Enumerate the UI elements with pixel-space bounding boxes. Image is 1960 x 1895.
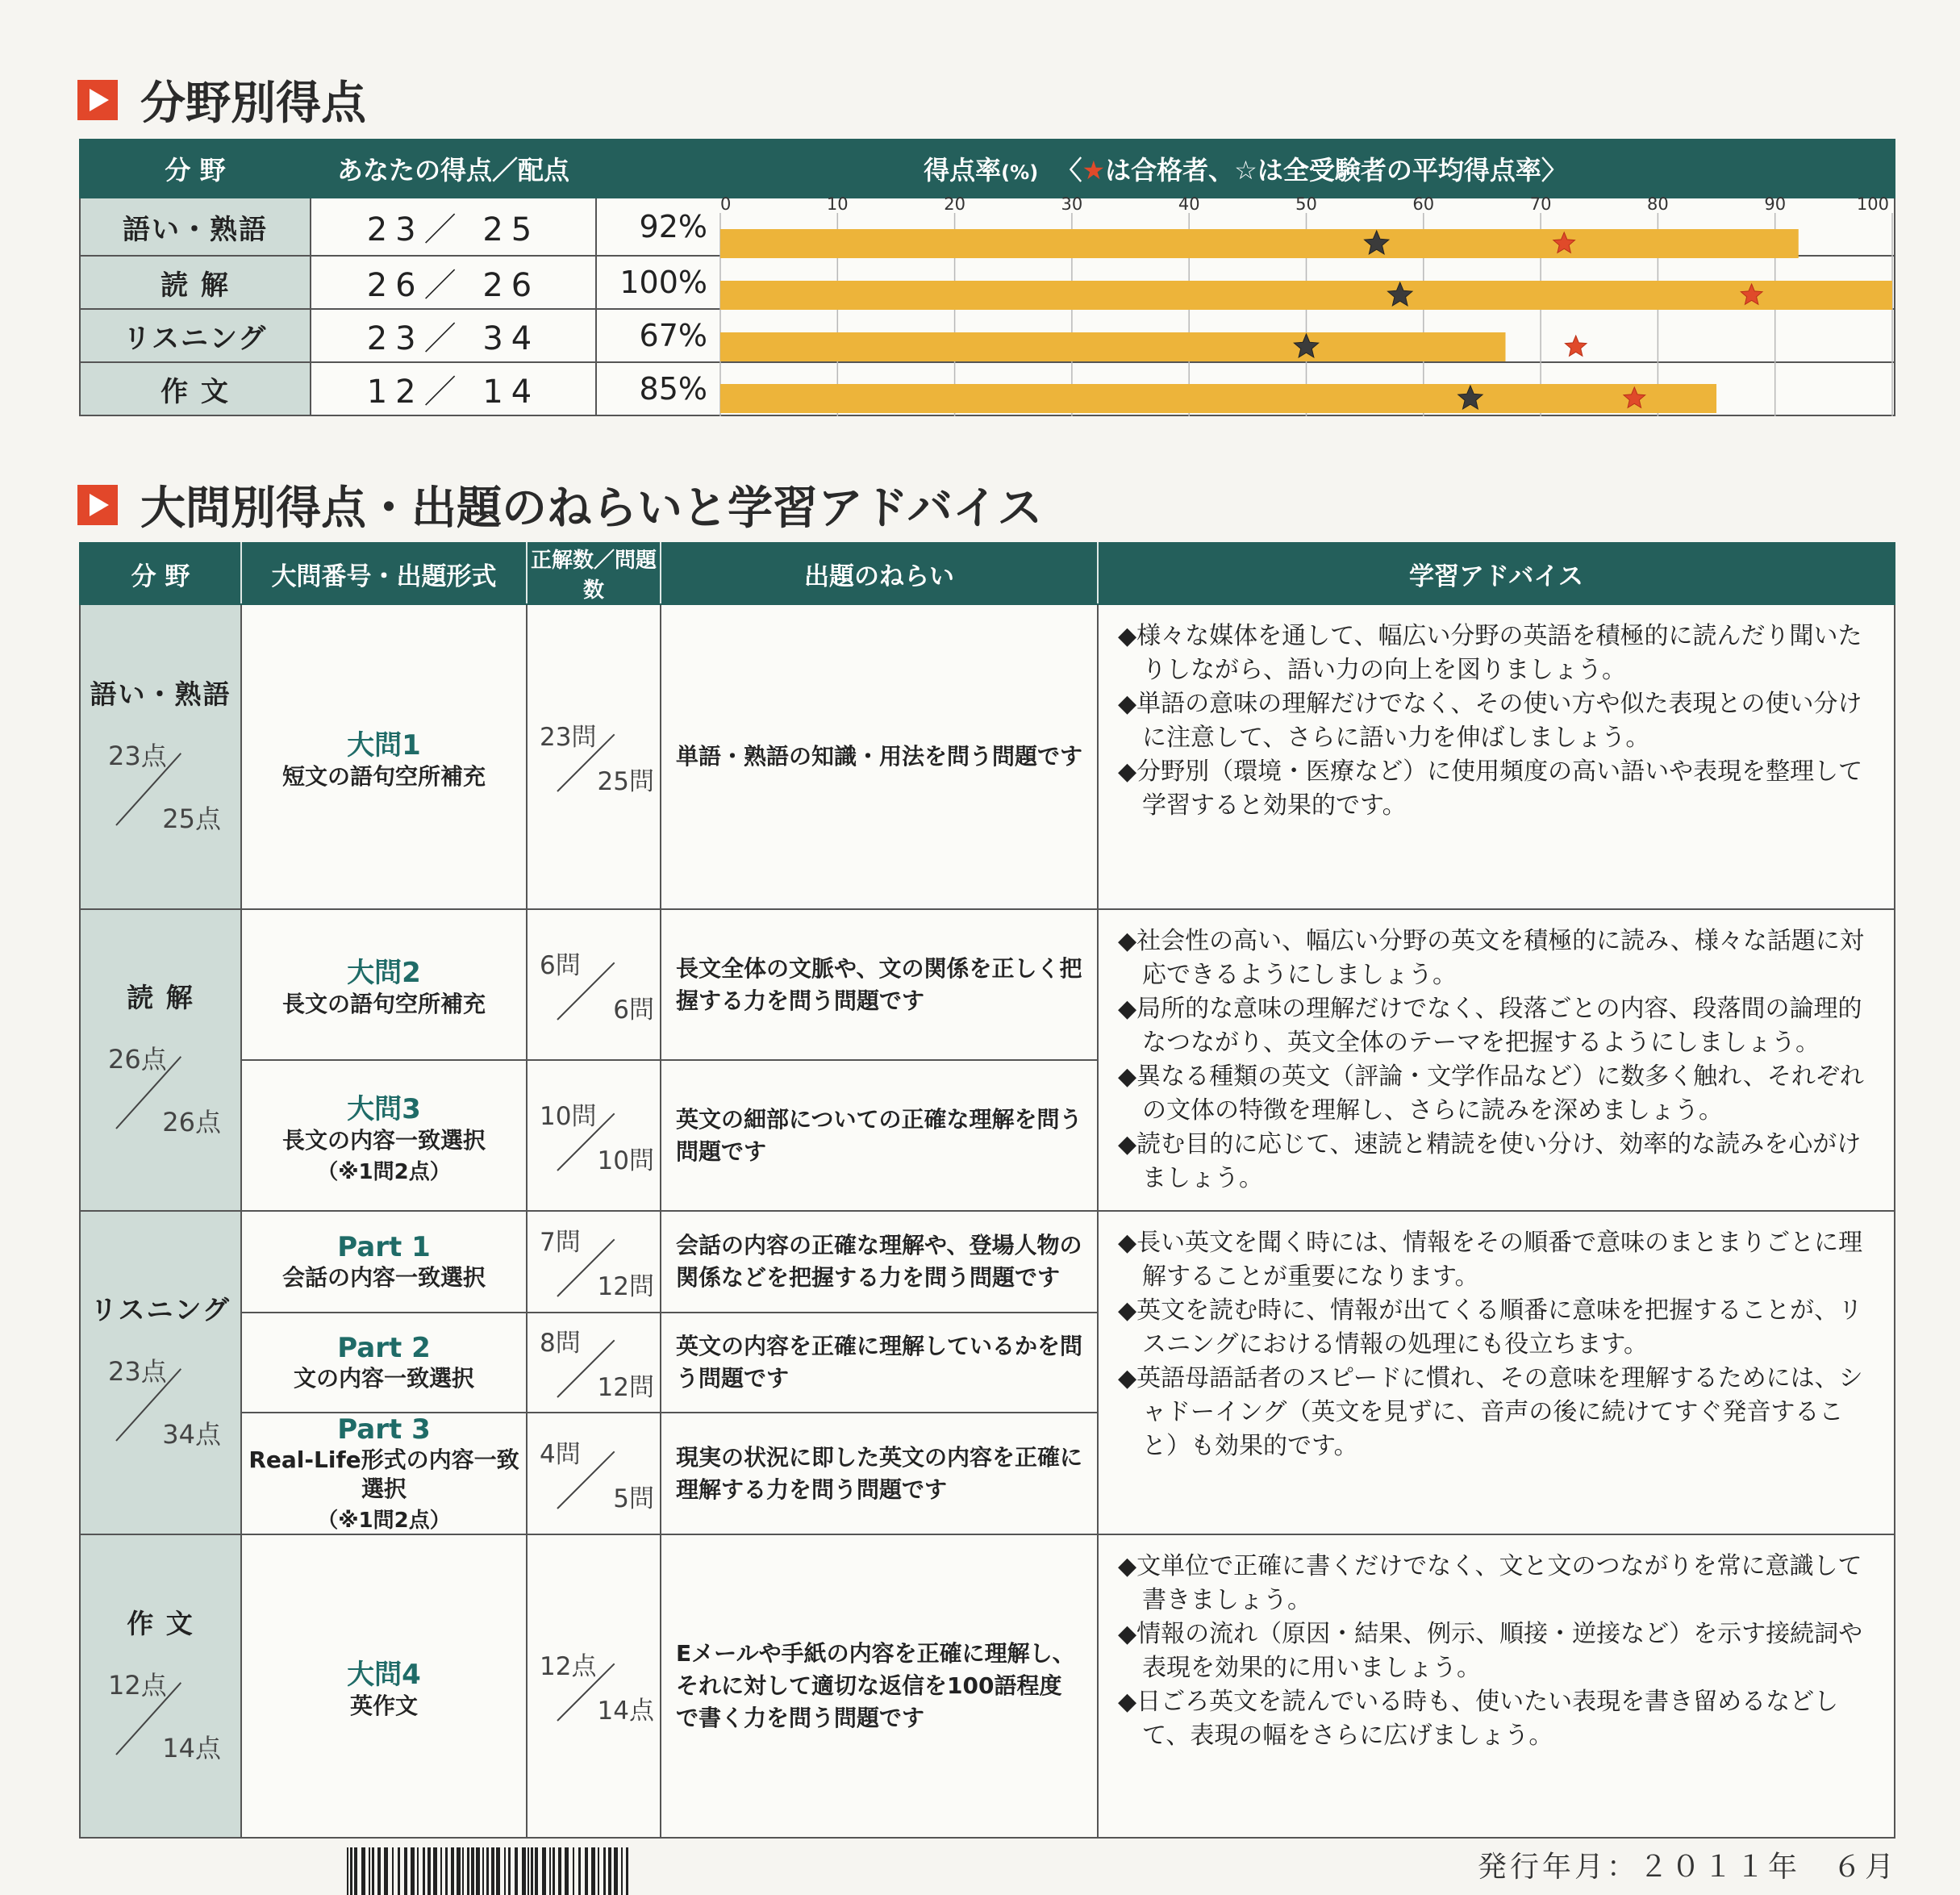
count-box	[533, 1646, 654, 1726]
score-bar	[720, 384, 1716, 413]
question-format: 短文の語句空所補充	[281, 762, 486, 790]
barcode-bar	[457, 1847, 461, 1895]
score-row-field: 語い・熟語	[80, 198, 311, 256]
score-bar	[720, 229, 1799, 258]
advice-table-header	[80, 543, 1895, 604]
question-note: （※1問2点）	[317, 1159, 451, 1184]
field-name: 作 文	[127, 1607, 194, 1639]
score-table-header	[80, 140, 1895, 198]
count-correct: 8問	[540, 1329, 581, 1358]
field-name: リスニング	[90, 1294, 231, 1325]
field-score	[100, 1343, 221, 1456]
advice-item: ◆文単位で正確に書くだけでなく、文と文のつながりを常に意識して書きましょう。	[1118, 1552, 1862, 1614]
aim-cell: Eメールや手紙の内容を正確に理解し、それに対して適切な返信を100語程度で書く力を問う問題です	[661, 1534, 1098, 1838]
score-row-pct: 67%	[596, 309, 720, 362]
field-score-got: 23点	[108, 740, 167, 771]
barcode-bar	[486, 1847, 489, 1895]
field-score-total: 14点	[162, 1732, 221, 1764]
field-header: 分 野	[80, 543, 241, 604]
avg-star-icon: ☆	[1234, 155, 1257, 186]
barcode-bar	[549, 1847, 551, 1895]
barcode-bar	[542, 1847, 546, 1895]
field-name: 語い・熟語	[90, 678, 231, 710]
section1-title-text: 分野別得点	[140, 77, 366, 130]
barcode-bar	[451, 1847, 454, 1895]
aim-header: 出題のねらい	[661, 543, 1098, 604]
barcode-bar	[591, 1847, 595, 1895]
rate-label: 得点率	[924, 155, 1002, 186]
barcode-bar	[578, 1847, 581, 1895]
field-score-total: 25点	[162, 803, 221, 834]
score-row-field: リスニング	[80, 309, 311, 362]
play-triangle-icon	[77, 485, 118, 525]
tick-label: 90	[1764, 197, 1787, 214]
score-row-score: 23／ 25	[311, 198, 596, 256]
aim-cell: 会話の内容の正確な理解や、登場人物の関係などを把握する力を問う問題です	[661, 1211, 1098, 1313]
pass-star-marker	[1565, 336, 1587, 356]
barcode-bar	[476, 1847, 480, 1895]
count-box	[533, 945, 654, 1025]
field-score-got: 12点	[108, 1669, 167, 1701]
question-cell	[241, 1534, 527, 1838]
count-total: 14点	[597, 1697, 654, 1726]
tick-label: 60	[1412, 197, 1435, 214]
field-score	[100, 1031, 221, 1144]
barcode-bar	[350, 1847, 352, 1895]
field-cell	[80, 604, 241, 909]
advice-item: ◆読む目的に応じて、速読と精読を使い分け、効率的な読みを心がけましょう。	[1118, 1130, 1862, 1192]
count-header: 正解数／問題数	[527, 543, 661, 604]
advice-item: ◆単語の意味の理解だけでなく、その使い方や似た表現との使い分けに注意して、さらに語い力を伸ばしましょう。	[1118, 690, 1862, 752]
advice-cell	[1098, 604, 1895, 909]
question-number: 大問3	[347, 1092, 421, 1125]
question-note: （※1問2点）	[317, 1509, 451, 1533]
score-header: あなたの得点／配点	[311, 140, 596, 198]
advice-item: ◆異なる種類の英文（評論・文学作品など）に数多く触れ、それぞれの文体の特徴を理解し、さらに読みを深めましょう。	[1118, 1062, 1864, 1125]
rate-unit: (%)	[1001, 161, 1039, 184]
question-number: Part 2	[337, 1332, 431, 1364]
barcode-bar	[528, 1847, 529, 1895]
score-row-score: 23／ 34	[311, 309, 596, 362]
barcode-bar	[462, 1847, 464, 1895]
question-cell	[241, 1211, 527, 1313]
count-correct: 4問	[540, 1439, 581, 1469]
question-format: Real-Life形式の内容一致選択	[248, 1446, 519, 1502]
aim-cell: 英文の細部についての正確な理解を問う問題です	[661, 1060, 1098, 1211]
count-cell	[527, 909, 661, 1060]
advice-row	[80, 909, 1895, 1060]
score-row-score: 26／ 26	[311, 256, 596, 309]
barcode-bar	[423, 1847, 425, 1895]
count-total: 25問	[597, 767, 654, 796]
score-bar	[720, 332, 1506, 361]
barcode-bar	[372, 1847, 374, 1895]
field-header: 分 野	[80, 140, 311, 198]
question-number: 大問1	[347, 728, 421, 762]
barcode-bar	[361, 1847, 365, 1895]
score-bar	[720, 281, 1892, 310]
barcode-bar	[508, 1847, 511, 1895]
count-total: 12問	[597, 1272, 654, 1301]
score-row-pct: 100%	[596, 256, 720, 309]
score-rate-chart	[719, 197, 1893, 416]
question-format: 会話の内容一致選択	[281, 1264, 486, 1291]
count-total: 10問	[597, 1146, 654, 1175]
question-number: Part 1	[337, 1231, 431, 1263]
tick-label: 40	[1178, 197, 1200, 214]
advice-cell	[1098, 1534, 1895, 1838]
barcode-bar	[467, 1847, 469, 1895]
tick-label: 50	[1295, 197, 1317, 214]
count-box	[533, 1096, 654, 1176]
tick-label: 100	[1856, 197, 1889, 214]
tick-label: 70	[1529, 197, 1552, 214]
advice-item: ◆情報の流れ（原因・結果、例示、順接・逆接など）を示す接続詞や表現を効果的に用いましょう。	[1118, 1620, 1863, 1682]
count-correct: 10問	[540, 1101, 597, 1131]
aim-cell: 単語・熟語の知識・用法を問う問題です	[661, 604, 1098, 909]
question-format: 文の内容一致選択	[293, 1365, 474, 1392]
count-total: 6問	[613, 995, 654, 1025]
advice-item: ◆日ごろ英文を読んでいる時も、使いたい表現を書き留めるなどして、表現の幅をさらに広げましょう。	[1118, 1688, 1839, 1750]
tick-label: 80	[1647, 197, 1669, 214]
barcode-bar	[384, 1847, 388, 1895]
field-score-got: 23点	[108, 1356, 167, 1387]
score-row-pct: 92%	[596, 198, 720, 256]
advice-item: ◆分野別（環境・医療など）に使用頻度の高い語いや表現を整理して学習すると効果的です。	[1118, 758, 1863, 820]
barcode-bar	[603, 1847, 606, 1895]
barcode	[347, 1847, 633, 1895]
field-name: 読 解	[127, 981, 194, 1013]
field-cell	[80, 1211, 241, 1534]
aim-cell: 現実の状況に即した英文の内容を正確に理解する力を問う問題です	[661, 1413, 1098, 1534]
barcode-bar	[573, 1847, 574, 1895]
tick-label: 30	[1061, 197, 1083, 214]
section2-title-text: 大問別得点・出題のねらいと学習アドバイス	[140, 482, 1043, 535]
barcode-bar	[398, 1847, 400, 1895]
advice-header: 学習アドバイス	[1098, 543, 1895, 604]
field-score-total: 26点	[162, 1106, 221, 1137]
barcode-bar	[417, 1847, 419, 1895]
tick-label: 20	[944, 197, 965, 214]
legend-pass-label: は合格者、	[1105, 155, 1235, 186]
barcode-bar	[369, 1847, 370, 1895]
aim-cell: 長文全体の文脈や、文の関係を正しく把握する力を問う問題です	[661, 909, 1098, 1060]
rate-header	[596, 140, 1895, 198]
advice-item: ◆様々な媒体を通して、幅広い分野の英語を積極的に読んだり聞いたりしながら、語い力の向上を図りましょう。	[1118, 622, 1862, 684]
barcode-bar	[553, 1847, 555, 1895]
barcode-bar	[522, 1847, 526, 1895]
count-correct: 7問	[540, 1228, 581, 1257]
legend-avg-label: は全受験者の平均得点率〉	[1257, 155, 1567, 186]
barcode-bar	[433, 1847, 437, 1895]
count-total: 5問	[613, 1484, 654, 1513]
advice-item: ◆英文を読む時に、情報が出てくる順番に意味を把握することが、リスニングにおける情報の処理にも役立ちます。	[1118, 1296, 1863, 1359]
advice-cell	[1098, 1211, 1895, 1534]
field-cell	[80, 1534, 241, 1838]
barcode-bar	[440, 1847, 442, 1895]
score-row-field: 読 解	[80, 256, 311, 309]
count-correct: 12点	[540, 1652, 597, 1681]
advice-item: ◆局所的な意味の理解だけでなく、段落ごとの内容、段落間の論理的なつながり、英文全体のテーマを把握するようにしましょう。	[1118, 995, 1862, 1057]
question-number: 大問2	[347, 957, 421, 989]
barcode-bar	[354, 1847, 357, 1895]
count-cell	[527, 1211, 661, 1313]
count-box	[533, 1322, 654, 1403]
barcode-bar	[504, 1847, 506, 1895]
barcode-bar	[445, 1847, 448, 1895]
barcode-bar	[377, 1847, 381, 1895]
barcode-bar	[491, 1847, 494, 1895]
tick-label: 10	[826, 197, 849, 214]
advice-row	[80, 1211, 1895, 1313]
field-score-got: 26点	[108, 1043, 167, 1075]
count-cell	[527, 1060, 661, 1211]
count-cell	[527, 604, 661, 909]
question-format: 英作文	[349, 1692, 418, 1719]
question-cell	[241, 1413, 527, 1534]
barcode-bar	[626, 1847, 628, 1895]
advice-cell	[1098, 909, 1895, 1211]
advice-row	[80, 1534, 1895, 1838]
barcode-bar	[598, 1847, 599, 1895]
field-score	[100, 728, 221, 841]
score-row-pct: 85%	[596, 362, 720, 415]
question-number: Part 3	[337, 1413, 431, 1446]
barcode-bar	[392, 1847, 394, 1895]
question-cell	[241, 1060, 527, 1211]
barcode-bar	[531, 1847, 533, 1895]
question-format: 長文の内容一致選択	[281, 1126, 486, 1154]
barcode-bar	[608, 1847, 611, 1895]
barcode-bar	[585, 1847, 588, 1895]
count-box	[533, 716, 654, 797]
advice-row	[80, 604, 1895, 909]
barcode-bar	[471, 1847, 474, 1895]
barcode-bar	[347, 1847, 348, 1895]
barcode-bar	[565, 1847, 569, 1895]
barcode-bar	[558, 1847, 561, 1895]
field-score-total: 34点	[162, 1419, 221, 1450]
question-header: 大問番号・出題形式	[241, 543, 527, 604]
count-box	[533, 1434, 654, 1514]
section1-title	[77, 68, 366, 132]
score-row-score: 12／ 14	[311, 362, 596, 415]
question-cell	[241, 1313, 527, 1413]
aim-cell: 英文の内容を正確に理解しているかを問う問題です	[661, 1313, 1098, 1413]
tick-label: 0	[720, 197, 732, 214]
section2-title	[77, 473, 1042, 537]
play-triangle-icon	[77, 80, 118, 120]
count-correct: 23問	[540, 723, 597, 752]
barcode-bar	[482, 1847, 484, 1895]
barcode-bar	[404, 1847, 407, 1895]
barcode-bar	[411, 1847, 415, 1895]
field-cell	[80, 909, 241, 1211]
count-cell	[527, 1413, 661, 1534]
barcode-bar	[515, 1847, 518, 1895]
question-number: 大問4	[347, 1658, 421, 1691]
barcode-bar	[614, 1847, 618, 1895]
count-total: 12問	[597, 1373, 654, 1402]
count-cell	[527, 1534, 661, 1838]
barcode-bar	[427, 1847, 431, 1895]
question-format: 長文の語句空所補充	[281, 991, 486, 1017]
pass-star-icon: ★	[1082, 155, 1106, 186]
issue-date: 発行年月：２０１１年 ６月	[1477, 1851, 1897, 1884]
question-cell	[241, 604, 527, 909]
barcode-bar	[535, 1847, 538, 1895]
barcode-bar	[496, 1847, 500, 1895]
legend-open: 〈	[1056, 155, 1082, 186]
advice-item: ◆長い英文を聞く時には、情報をその順番で意味のまとまりごとに理解することが重要になります。	[1118, 1229, 1863, 1291]
count-cell	[527, 1313, 661, 1413]
barcode-bar	[621, 1847, 623, 1895]
count-box	[533, 1221, 654, 1302]
advice-item: ◆社会性の高い、幅広い分野の英文を積極的に読み、様々な話題に対応できるようにしましょう。	[1118, 927, 1864, 989]
field-score	[100, 1657, 221, 1770]
advice-item: ◆英語母語話者のスピードに慣れ、その意味を理解するためには、シャドーイング（英文を見ずに、音声の後に続けてすぐ発音すること）も効果的です。	[1118, 1364, 1863, 1460]
question-cell	[241, 909, 527, 1060]
score-row-field: 作 文	[80, 362, 311, 415]
advice-table	[79, 542, 1895, 1839]
count-correct: 6問	[540, 950, 581, 980]
